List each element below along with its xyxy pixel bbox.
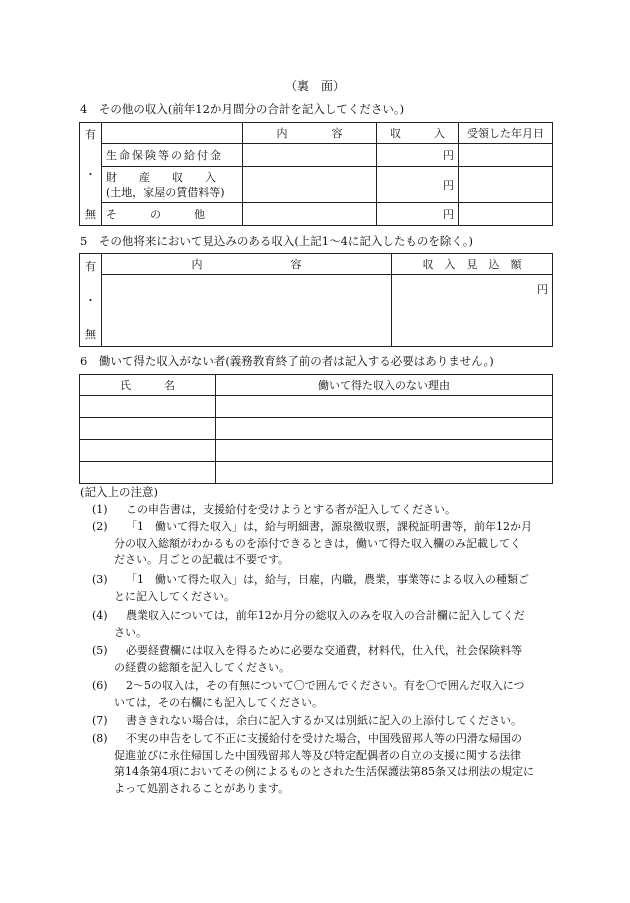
note-item — [92, 502, 552, 519]
page-title: （裏 面） — [284, 79, 345, 93]
name-cell[interactable] — [80, 440, 216, 462]
note-item — [92, 678, 552, 711]
note-line: 第14条第4項においてその例によるものとされた生活保護法第85条又は刑法の規定に — [114, 765, 534, 778]
note-line: 農業収入については，前年12か月分の総収入のみを収入の合計欄に記入してくだ — [126, 609, 525, 622]
name-cell[interactable] — [80, 462, 216, 484]
content-cell[interactable] — [243, 203, 377, 226]
presence-selector[interactable] — [80, 123, 102, 226]
note-line: 2～5の収入は，その有無について〇で囲んでください。有を〇で囲んだ収入につ — [126, 679, 525, 692]
presence-no[interactable]: 無 — [85, 328, 96, 341]
date-cell[interactable] — [459, 167, 553, 203]
note-line: いては，その右欄にも記入してください。 — [114, 695, 323, 709]
content-cell[interactable] — [243, 144, 377, 167]
header-content: 内 容 — [243, 123, 377, 144]
note-number: (4) — [92, 609, 108, 622]
expected-amount-cell[interactable]: 円 — [392, 275, 553, 347]
header-content: 内 容 — [102, 254, 392, 275]
note-item — [92, 608, 552, 641]
other-income-table — [79, 122, 553, 226]
note-line: ださい。月ごとの記載は不要です。 — [114, 553, 290, 566]
reason-cell[interactable] — [216, 462, 553, 484]
presence-dot: ・ — [85, 168, 96, 181]
note-line: の経費の総額を記入してください。 — [114, 660, 290, 674]
note-line: 不実の申告をして不正に支援給付を受けた場合，中国残留邦人等の円滑な帰国の — [126, 732, 522, 745]
note-line: 分の収入総額がわかるものを添付できるときは，働いて得た収入欄のみ記載してく — [114, 536, 521, 550]
note-item — [92, 643, 552, 676]
note-number: (1) — [92, 503, 108, 516]
income-cell[interactable]: 円 — [377, 203, 459, 226]
header-date: 受領した年月日 — [459, 123, 553, 144]
note-line: とに記入してください。 — [114, 589, 235, 603]
note-item — [92, 731, 552, 797]
section5-heading: 5 その他将来において見込みのある収入(上記1～4に記入したものを除く。) — [80, 234, 473, 248]
content-cell[interactable] — [243, 167, 377, 203]
row-label-main: 財 産 収 入 — [106, 170, 216, 184]
reason-cell[interactable] — [216, 396, 553, 418]
header-name: 氏 名 — [80, 375, 216, 396]
header-reason: 働いて得た収入のない理由 — [216, 375, 553, 396]
note-item — [92, 713, 552, 730]
reason-cell[interactable] — [216, 418, 553, 440]
presence-selector[interactable] — [80, 254, 102, 347]
header-expected: 収 入 見 込 額 — [392, 254, 553, 275]
note-number: (3) — [92, 573, 108, 586]
header-income: 収 入 — [377, 123, 459, 144]
expected-income-table — [79, 253, 553, 347]
note-line: さい。 — [114, 625, 147, 639]
reason-cell[interactable] — [216, 440, 553, 462]
note-line: 促進並びに永住帰国した中国残留邦人等及び特定配偶者の自立の支援に関する法律 — [114, 748, 521, 762]
note-line: 必要経費欄には収入を得るために必要な交通費，材料代，仕入代，社会保険料等 — [126, 644, 522, 657]
note-line: この申告書は，支援給付を受けようとする者が記入してください。 — [126, 503, 456, 516]
presence-dot: ・ — [85, 294, 96, 307]
note-number: (6) — [92, 679, 108, 692]
notes-heading: (記入上の注意) — [80, 485, 158, 499]
section6-heading: 6 働いて得た収入がない者(義務教育終了前の者は記入する必要はありません。) — [80, 354, 494, 368]
row-label: そ の 他 — [102, 203, 243, 226]
name-cell[interactable] — [80, 418, 216, 440]
row-label-sub: (土地，家屋の賃借料等) — [106, 185, 225, 199]
note-line: 「1 働いて得た収入」は，給与明細書，源泉徴収票，課税証明書等，前年12か月 — [126, 520, 532, 533]
name-cell[interactable] — [80, 396, 216, 418]
income-cell[interactable]: 円 — [377, 144, 459, 167]
presence-no[interactable]: 無 — [85, 208, 96, 221]
note-number: (2) — [92, 520, 108, 533]
no-income-table — [79, 374, 553, 484]
row-label: 生命保険等の給付金 — [102, 144, 243, 167]
presence-yes[interactable]: 有 — [85, 260, 96, 273]
note-line: 「1 働いて得た収入」は，給与，日雇，内職，農業，事業等による収入の種類ご — [126, 573, 529, 586]
content-cell[interactable] — [102, 275, 392, 347]
date-cell[interactable] — [459, 203, 553, 226]
presence-yes[interactable]: 有 — [85, 128, 96, 141]
note-number: (8) — [92, 732, 108, 745]
income-cell[interactable]: 円 — [377, 167, 459, 203]
note-line: よって処罰されることがあります。 — [114, 781, 290, 795]
note-number: (7) — [92, 714, 108, 727]
header-blank — [102, 123, 243, 144]
note-line: 書ききれない場合は，余白に記入するか又は別紙に記入の上添付してください。 — [126, 714, 522, 727]
section4-heading: 4 その他の収入(前年12か月間分の合計を記入してください。) — [80, 102, 405, 116]
row-label — [102, 167, 243, 203]
date-cell[interactable] — [459, 144, 553, 167]
note-item — [92, 519, 552, 569]
note-number: (5) — [92, 644, 108, 657]
note-item — [92, 572, 552, 605]
